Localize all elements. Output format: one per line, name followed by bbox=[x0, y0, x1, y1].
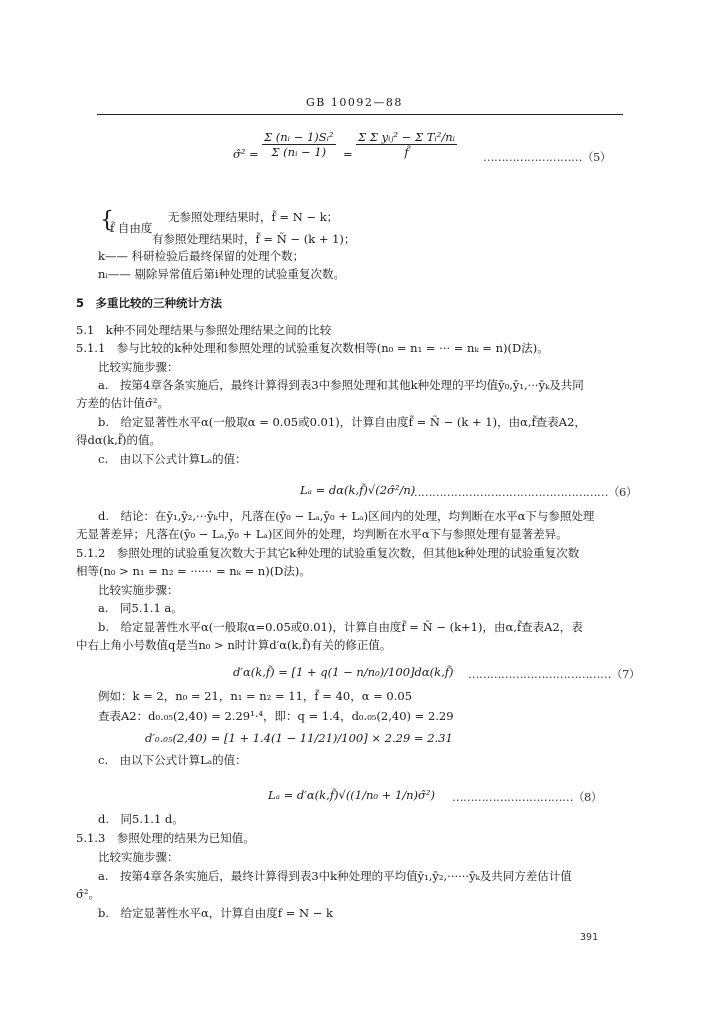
formula-8: Lₐ = d′α(k,f̃)√((1/n₀ + 1/n)σ̂²) bbox=[268, 788, 435, 802]
dof-label: f̃ 自由度 bbox=[110, 221, 153, 235]
formula-5-right-den: f̃ bbox=[404, 145, 409, 160]
s513-a: a. 按第4章各条实施后，最终计算得到表3中k种处理的平均值ȳ₁,ȳ₂,······ȳₖ及共同方差估计值 bbox=[98, 869, 572, 883]
dof-line-2: 有参照处理结果时，f̃ = Ñ − (k + 1)； bbox=[152, 232, 356, 246]
formula-5-left-den: Σ (nᵢ − 1) bbox=[271, 145, 327, 160]
dof-brace: { bbox=[100, 208, 114, 233]
def-k: k—— 科研检验后最终保留的处理个数； bbox=[98, 249, 305, 263]
page-header: GB 10092—88 bbox=[306, 96, 403, 109]
section-5-1-2-cont: 相等(n₀ > n₁ = n₂ = ······ = nₖ = n)(D法)。 bbox=[76, 564, 311, 578]
formula-6: Lₐ = dα(k,f̃)√(2σ̂²/n) bbox=[300, 483, 416, 497]
s511-c: c. 由以下公式计算Lₐ的值： bbox=[98, 452, 247, 466]
s513-a2: σ̂²。 bbox=[76, 887, 100, 901]
formula-7: d′α(k,f̃) = [1 + q(1 − n/n₀)/100]dα(k,f̃) bbox=[233, 665, 454, 679]
formula-8-number: ……………………………（8） bbox=[452, 790, 602, 804]
s512-b: b. 给定显著性水平α(一般取α=0.05或0.01)，计算自由度f̃ = Ñ − (k+1)，由α,f̃查表A2，表 bbox=[98, 620, 583, 634]
s512-steps: 比较实施步骤： bbox=[98, 583, 179, 597]
formula-7-number: …………………………………（7） bbox=[468, 667, 640, 681]
formula-6-number: ………………………………………………（6） bbox=[410, 485, 637, 499]
s512-c: c. 由以下公式计算Lₐ的值： bbox=[98, 753, 247, 767]
s513-steps: 比较实施步骤： bbox=[98, 850, 179, 864]
formula-5-number: ………………………（5） bbox=[483, 150, 611, 164]
section-5-title: 5 多重比较的三种统计方法 bbox=[76, 296, 223, 310]
formula-5-right-num: Σ Σ yᵢⱼ² − Σ Tᵢ²/nᵢ bbox=[358, 130, 455, 144]
section-5-1-1: 5.1.1 参与比较的k种处理和参照处理的试验重复次数相等(n₀ = n₁ = ··· = nₖ = n)(D法)。 bbox=[76, 341, 549, 355]
section-5-1-2: 5.1.2 参照处理的试验重复次数大于其它k种处理的试验重复次数，但其他k种处理的试验重复次数 bbox=[76, 546, 580, 560]
formula-5-left-num: Σ (nᵢ − 1)Sᵢ² bbox=[264, 130, 334, 144]
example-line-1: 例如：k = 2，n₀ = 21，n₁ = n₂ = 11，f̃ = 40，α = 0.05 bbox=[98, 689, 413, 703]
s511-a: a. 按第4章各条实施后，最终计算得到表3中参照处理和其他k种处理的平均值ȳ₀,ȳ₁,···ȳₖ及共同 bbox=[98, 378, 584, 392]
s513-b: b. 给定显著性水平α，计算自由度f = N − k bbox=[98, 906, 333, 920]
s511-b2: 得dα(k,f̃)的值。 bbox=[76, 433, 161, 447]
section-5-1-3: 5.1.3 参照处理的结果为已知值。 bbox=[76, 831, 255, 845]
s512-b2: 中右上角小号数值q是当n₀ > n时计算d′α(k,f̃)有关的修正值。 bbox=[76, 638, 392, 652]
s511-b: b. 给定显著性水平α(一般取α = 0.05或0.01)，计算自由度f̃ = Ñ − (k + 1)，由α,f̃查表A2， bbox=[98, 415, 586, 429]
s511-d: d. 结论：在ȳ₁,ȳ₂,···ȳₖ中，凡落在(ȳ₀ − Lₐ,ȳ₀ + Lₐ)区间内的处理，均判断在水平α下与参照处理 bbox=[98, 509, 595, 523]
section-5-1-title: 5.1 k种不同处理结果与参照处理结果之间的比较 bbox=[76, 323, 332, 337]
formula-5-left-fraction bbox=[262, 130, 336, 160]
example-line-2: 查表A2：d₀.₀₅(2,40) = 2.29¹·⁴，即：q = 1.4，d₀.₀₅(2,40) = 2.29 bbox=[98, 709, 454, 723]
formula-5-lhs: σ̂² = bbox=[233, 147, 259, 161]
formula-5-eq: = bbox=[343, 147, 353, 161]
s512-a: a. 同5.1.1 a。 bbox=[98, 601, 183, 615]
formula-5-right-fraction bbox=[356, 130, 457, 160]
header-rule bbox=[97, 114, 623, 115]
s512-d: d. 同5.1.1 d。 bbox=[98, 812, 184, 826]
dof-line-1: 无参照处理结果时，f̃ = N − k； bbox=[168, 210, 339, 224]
example-line-3: d′₀.₀₅(2,40) = [1 + 1.4(1 − 11/21)/100] × 2.29 = 2.31 bbox=[145, 731, 453, 745]
s511-steps: 比较实施步骤： bbox=[98, 360, 179, 374]
page-number: 391 bbox=[580, 932, 599, 943]
s511-d2: 无显著差异；凡落在(ȳ₀ − Lₐ,ȳ₀ + Lₐ)区间外的处理，均判断在水平α下与参照处理有显著差异。 bbox=[76, 527, 568, 541]
def-n: nᵢ—— 剔除异常值后第i种处理的试验重复次数。 bbox=[98, 267, 346, 281]
s511-a2: 方差的估计值σ̂²。 bbox=[76, 396, 169, 410]
